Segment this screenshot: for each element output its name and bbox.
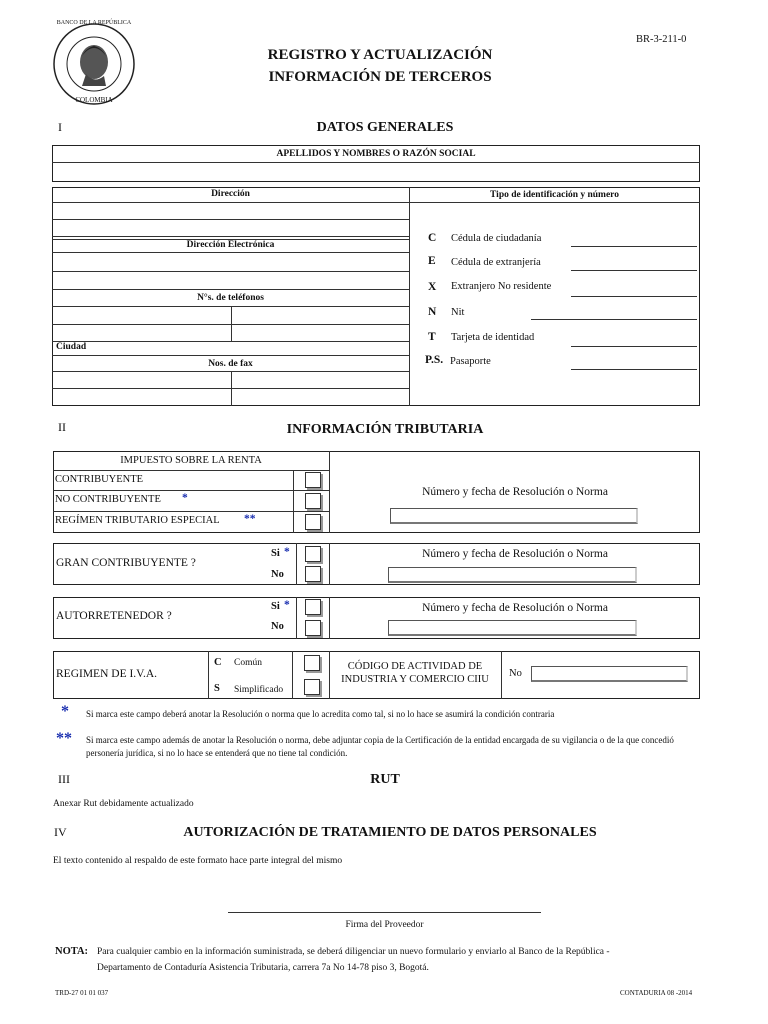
footer-left: TRD-27 01 01 037 — [55, 989, 109, 997]
nota-line1: Para cualquier cambio en la información suministrada, se deberá diligenciar un nuevo formulario y enviarlo al Banco de la República - — [97, 947, 610, 957]
gran-si-label: Si — [271, 548, 280, 559]
iva-simplificado-label: Simplificado — [234, 685, 284, 695]
id-code-n: N — [428, 306, 437, 318]
divider — [52, 388, 409, 389]
id-label-nit: Nit — [451, 307, 465, 318]
section4-roman: IV — [54, 825, 67, 839]
gran-resolucion-input[interactable] — [388, 567, 637, 583]
autorretenedor-label: AUTORRETENEDOR ? — [56, 610, 172, 622]
id-label-extranjeria: Cédula de extranjería — [451, 257, 541, 268]
iva-comun-checkbox[interactable] — [304, 655, 320, 671]
auto-resolucion-label: Número y fecha de Resolución o Norma — [422, 602, 608, 614]
no-contribuyente-star: * — [182, 492, 188, 504]
section4-title: AUTORIZACIÓN DE TRATAMIENTO DE DATOS PERSONALES — [183, 825, 597, 840]
regimen-especial-star: ** — [244, 513, 256, 525]
iva-s-code: S — [214, 683, 220, 694]
id-number-line-c[interactable] — [571, 246, 697, 247]
id-label-cedula: Cédula de ciudadanía — [451, 233, 542, 244]
gran-contribuyente-label: GRAN CONTRIBUYENTE ? — [56, 557, 196, 569]
auto-si-label: Si — [271, 601, 280, 612]
no-contribuyente-checkbox[interactable] — [305, 493, 321, 509]
telefono-input-1[interactable] — [54, 308, 230, 322]
section2-title: INFORMACIÓN TRIBUTARIA — [286, 422, 484, 437]
divider — [52, 202, 700, 203]
ciudad-label: Ciudad — [56, 342, 87, 352]
note1-text: Si marca este campo deberá anotar la Resolución o norma que lo acredita como tal, si no lo hace se asumirá la condición contraria — [86, 709, 555, 719]
footer-right: CONTADURIA 08 -2014 — [620, 989, 693, 997]
auto-si-checkbox[interactable] — [305, 599, 321, 615]
regimen-iva-label: REGIMEN DE I.V.A. — [56, 668, 158, 680]
section3-title: RUT — [370, 772, 400, 787]
auto-no-label: No — [271, 621, 284, 632]
ciiu-no-label: No — [509, 668, 522, 679]
section4-text: El texto contenido al respaldo de este formato hace parte integral del mismo — [53, 856, 343, 866]
divider — [208, 651, 209, 699]
section1-title: DATOS GENERALES — [316, 120, 454, 135]
divider — [296, 597, 297, 639]
telefonos-label: N°s. de teléfonos — [197, 293, 264, 303]
telefono-input-2[interactable] — [233, 308, 408, 322]
gran-resolucion-label: Número y fecha de Resolución o Norma — [422, 548, 608, 560]
gran-si-star: * — [284, 546, 290, 558]
divider — [53, 470, 329, 471]
no-contribuyente-label: NO CONTRIBUYENTE — [55, 494, 161, 505]
section1-roman: I — [58, 120, 62, 134]
renta-resolucion-input[interactable] — [390, 508, 638, 524]
page-title-line2: INFORMACIÓN DE TERCEROS — [268, 69, 492, 85]
id-label-pasaporte: Pasaporte — [450, 356, 491, 367]
nota-label: NOTA: — [55, 946, 89, 957]
divider — [52, 271, 409, 272]
auto-resolucion-input[interactable] — [388, 620, 637, 636]
id-code-e: E — [428, 255, 436, 267]
section2-roman: II — [58, 420, 66, 434]
divider — [52, 162, 700, 163]
auto-si-star: * — [284, 599, 290, 611]
tipo-id-label: Tipo de identificación y número — [490, 190, 619, 200]
id-number-line-ps[interactable] — [571, 369, 697, 370]
bank-seal-logo — [52, 22, 136, 106]
ciiu-label-line2: INDUSTRIA Y COMERCIO CIIU — [341, 674, 489, 685]
signature-label: Firma del Proveedor — [345, 920, 424, 930]
email-label: Dirección Electrónica — [186, 240, 275, 250]
id-label-extranjero: Extranjero No residente — [451, 281, 552, 292]
auto-no-checkbox[interactable] — [305, 620, 321, 636]
divider — [52, 324, 409, 325]
nota-line2: Departamento de Contaduría Asistencia Tributaria, carrera 7a No 14-78 piso 3, Bogotá. — [97, 963, 429, 973]
contribuyente-checkbox[interactable] — [305, 472, 321, 488]
id-code-x: X — [428, 281, 437, 293]
direccion-label: Dirección — [211, 189, 250, 199]
apellidos-input[interactable] — [54, 164, 698, 180]
note1-star: * — [61, 703, 69, 720]
divider — [53, 511, 329, 512]
id-label-tarjeta: Tarjeta de identidad — [451, 332, 535, 343]
divider — [53, 490, 329, 491]
note2-star: ** — [56, 730, 72, 747]
renta-header: IMPUESTO SOBRE LA RENTA — [120, 455, 262, 466]
iva-comun-label: Común — [234, 658, 262, 668]
signature-line[interactable] — [228, 912, 541, 913]
id-number-line-e[interactable] — [571, 270, 697, 271]
contribuyente-label: CONTRIBUYENTE — [55, 474, 144, 485]
note2-text: Si marca este campo además de anotar la Resolución o norma, debe adjuntar copia de la Certificación de la entidad encargada de su vigilancia o de la que concedió personería jurídica, si no lo hace se entenderá que no tiene tal condición. — [86, 735, 674, 758]
divider — [52, 341, 409, 342]
iva-c-code: C — [214, 657, 222, 668]
renta-resolucion-label: Número y fecha de Resolución o Norma — [422, 486, 608, 498]
page-title-line1: REGISTRO Y ACTUALIZACIÓN — [267, 47, 493, 63]
divider — [501, 651, 502, 699]
regimen-especial-label: REGÍMEN TRIBUTARIO ESPECIAL — [55, 515, 220, 526]
divider — [296, 543, 297, 585]
id-number-line-x[interactable] — [571, 296, 697, 297]
logo-text-bottom: COLOMBIA — [75, 96, 113, 104]
gran-no-checkbox[interactable] — [305, 566, 321, 582]
id-code-c: C — [428, 232, 437, 244]
fax-label: Nos. de fax — [208, 359, 253, 369]
form-code: BR-3-211-0 — [636, 34, 687, 45]
divider — [52, 252, 409, 253]
divider — [52, 355, 409, 356]
iva-simplificado-checkbox[interactable] — [304, 679, 320, 695]
gran-no-label: No — [271, 569, 284, 580]
apellidos-label: APELLIDOS Y NOMBRES O RAZÓN SOCIAL — [276, 149, 476, 159]
divider — [292, 651, 293, 699]
ciiu-input[interactable] — [531, 666, 688, 682]
id-number-line-t[interactable] — [571, 346, 697, 347]
divider — [52, 236, 409, 237]
section3-roman: III — [58, 772, 70, 786]
gran-si-checkbox[interactable] — [305, 546, 321, 562]
section3-text: Anexar Rut debidamente actualizado — [53, 799, 194, 809]
datos-vertical-divider — [409, 187, 410, 406]
regimen-especial-checkbox[interactable] — [305, 514, 321, 530]
divider — [293, 470, 294, 533]
ciiu-label-line1: CÓDIGO DE ACTIVIDAD DE — [347, 661, 483, 672]
logo-text-top: BANCO DE LA REPÚBLICA — [56, 20, 132, 26]
bank-seal-icon — [52, 22, 136, 106]
id-number-line-n[interactable] — [531, 319, 697, 320]
direccion-input[interactable] — [54, 204, 408, 218]
email-input[interactable] — [54, 254, 408, 270]
divider — [52, 219, 409, 220]
divider — [52, 289, 409, 290]
id-code-ps: P.S. — [425, 354, 444, 366]
id-code-t: T — [428, 331, 436, 343]
